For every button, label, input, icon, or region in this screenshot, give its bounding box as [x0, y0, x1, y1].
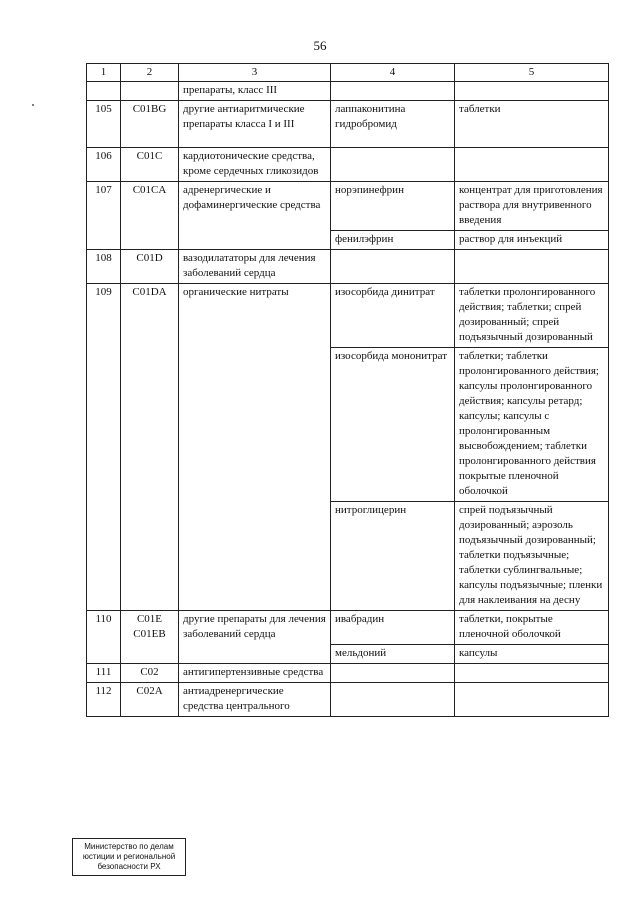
table-row — [87, 683, 609, 717]
table-row — [87, 148, 609, 182]
cell-form: таблетки пролонгированного действия; таблетки; спрей дозированный; спрей подъязычный дозированный — [455, 284, 609, 348]
stamp-line: безопасности РХ — [97, 862, 161, 871]
cell-num: 110 — [87, 611, 121, 664]
cell-code: C02A — [121, 683, 179, 717]
page-number: 56 — [313, 38, 327, 53]
cell-form: раствор для инъекций — [455, 231, 609, 250]
cell-drug — [331, 148, 455, 182]
cell-drug — [331, 250, 455, 284]
cell-drug: мельдоний — [331, 645, 455, 664]
stamp-line: Министерство по делам — [84, 842, 174, 851]
cell-form: таблетки — [455, 101, 609, 148]
code-line: C01E — [136, 613, 163, 625]
scan-speck — [32, 104, 34, 106]
cell-name: кардиотонические средства, кроме сердечных гликозидов — [179, 148, 331, 182]
cell-name: вазодилататоры для лечения заболеваний сердца — [179, 250, 331, 284]
cell-name: препараты, класс III — [179, 82, 331, 101]
cell-num: 109 — [87, 284, 121, 611]
cell-code: C01BG — [121, 101, 179, 148]
cell-drug — [331, 664, 455, 683]
ministry-stamp — [72, 838, 186, 876]
table-row — [87, 664, 609, 683]
cell-form — [455, 148, 609, 182]
col-header-4: 4 — [331, 64, 455, 82]
table-row — [87, 250, 609, 284]
cell-drug: фенилэфрин — [331, 231, 455, 250]
table-row — [87, 82, 609, 101]
table-row — [87, 182, 609, 231]
table-row — [87, 611, 609, 645]
cell-form — [455, 250, 609, 284]
cell-form: концентрат для приготовления раствора для внутривенного введения — [455, 182, 609, 231]
drug-table — [86, 63, 609, 717]
cell-num: 108 — [87, 250, 121, 284]
col-header-2: 2 — [121, 64, 179, 82]
cell-name: другие препараты для лечения заболеваний сердца — [179, 611, 331, 664]
cell-drug — [331, 683, 455, 717]
cell-code: C01DA — [121, 284, 179, 611]
cell-code — [121, 611, 179, 664]
cell-form: таблетки, покрытые пленочной оболочкой — [455, 611, 609, 645]
cell-form: капсулы — [455, 645, 609, 664]
cell-name: антигипертензивные средства — [179, 664, 331, 683]
stamp-line: юстиции и региональной — [82, 852, 176, 861]
header-row — [87, 64, 609, 82]
cell-drug: изосорбида мононитрат — [331, 348, 455, 502]
col-header-1: 1 — [87, 64, 121, 82]
cell-num: 111 — [87, 664, 121, 683]
cell-name: адренергические и дофаминергические средства — [179, 182, 331, 250]
table-row — [87, 284, 609, 348]
cell-num: 106 — [87, 148, 121, 182]
table-row — [87, 101, 609, 148]
cell-code: C01CA — [121, 182, 179, 250]
cell-name: антиадренергические средства центрального — [179, 683, 331, 717]
cell-drug: лаппаконитина гидробромид — [331, 101, 455, 148]
cell-name: органические нитраты — [179, 284, 331, 611]
cell-code: C01C — [121, 148, 179, 182]
cell-drug: ивабрадин — [331, 611, 455, 645]
cell-drug: нитроглицерин — [331, 502, 455, 611]
cell-num: 105 — [87, 101, 121, 148]
code-line: C01EB — [133, 628, 166, 640]
cell-num: 112 — [87, 683, 121, 717]
cell-code: C01D — [121, 250, 179, 284]
cell-drug: норэпинефрин — [331, 182, 455, 231]
col-header-3: 3 — [179, 64, 331, 82]
cell-form — [455, 664, 609, 683]
cell-form — [455, 683, 609, 717]
cell-form: спрей подъязычный дозированный; аэрозоль подъязычный дозированный; таблетки подъязычные; таблетки сублингвальные; капсулы подъязычные; пленки для наклеивания на десну — [455, 502, 609, 611]
cell-name: другие антиаритмические препараты класса I и III — [179, 101, 331, 148]
col-header-5: 5 — [455, 64, 609, 82]
cell-form: таблетки; таблетки пролонгированного действия; капсулы пролонгированного действия; капсулы ретард; капсулы; капсулы с пролонгированным высвобождением; таблетки пролонгированного действия покрытые пленочной оболочкой — [455, 348, 609, 502]
cell-num: 107 — [87, 182, 121, 250]
cell-code: C02 — [121, 664, 179, 683]
cell-drug: изосорбида динитрат — [331, 284, 455, 348]
